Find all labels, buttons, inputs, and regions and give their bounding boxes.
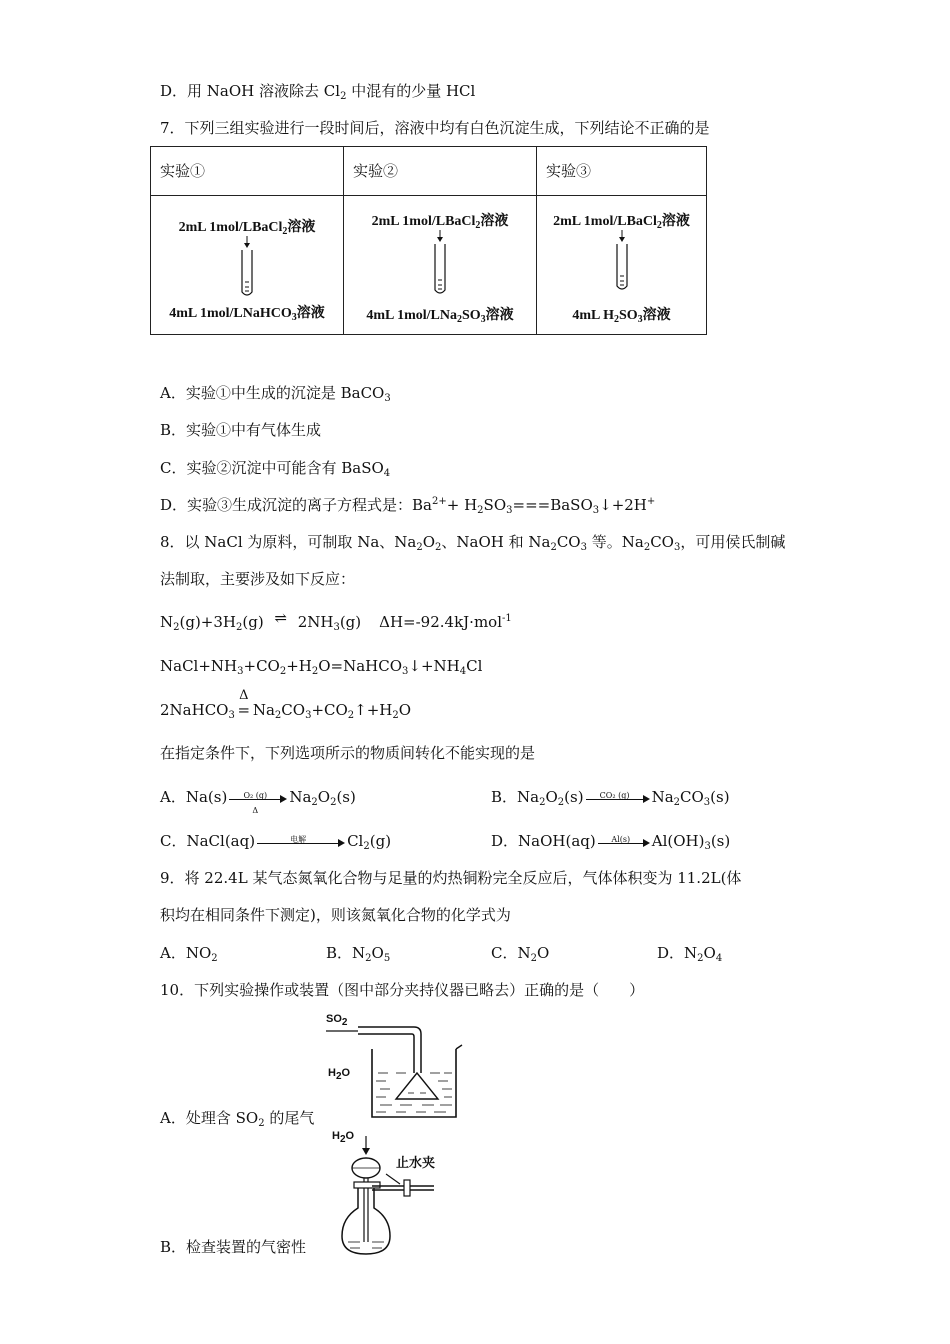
experiment-1-cell bbox=[151, 196, 344, 335]
q8-equation-1: $N_2(g)+3H_2(g)$ ⇌ $2NH_3(g)$ ΔH=-92.4kJ·mol$^{-1}$ bbox=[160, 609, 512, 633]
table-header-cell: 实验② bbox=[344, 147, 537, 196]
h2o-label: $H_2O$ bbox=[332, 1130, 355, 1145]
test-tube-icon bbox=[432, 230, 448, 304]
q8-option-b: B．$Na_2O_2(s)$ CO₂ (g) $Na_2CO_3(s)$ bbox=[491, 788, 730, 808]
reagent-bottom-label: 4mL 1mol/LNaHCO$_3$溶液 bbox=[169, 306, 325, 323]
reagent-bottom-label: 4mL $1mol/LNa_2SO_3$溶液 bbox=[366, 308, 514, 325]
table-header-cell: 实验① bbox=[151, 147, 344, 196]
q7-stem: 7．下列三组实验进行一段时间后，溶液中均有白色沉淀生成，下列结论不正确的是 bbox=[160, 119, 710, 137]
q9-option-a: A．$NO_2$ bbox=[160, 944, 218, 964]
clamp-label: 止水夹 bbox=[396, 1156, 436, 1171]
q8-equation-2: $NaCl+NH_3+CO_2+H_2O=NaHCO_3↓+NH_4Cl$ bbox=[160, 657, 483, 677]
reaction-arrow-icon: Al(s) bbox=[598, 835, 650, 849]
q8-equation-3: 2NaHCO$_3$ Δ = $Na_2CO_3+CO_2↑+H_2O$ bbox=[160, 688, 412, 721]
q10-stem: 10．下列实验操作或装置（图中部分夹持仪器已略去）正确的是（ ） bbox=[160, 981, 645, 999]
q9-option-d: D．$N_2O_4$ bbox=[657, 944, 723, 964]
experiment-3-cell bbox=[537, 196, 707, 335]
test-tube-icon bbox=[239, 236, 255, 306]
reagent-bottom-label: 4mL $H_2SO_3$溶液 bbox=[572, 308, 671, 325]
experiment-2-cell bbox=[344, 196, 537, 335]
q8-option-c: C．NaCl(aq) 电解 $Cl_2(g)$ bbox=[160, 832, 392, 852]
so2-absorption-apparatus bbox=[326, 1013, 466, 1123]
q7-option-c: C．实验②沉淀中可能含有 BaSO$_4$ bbox=[160, 459, 391, 479]
q7-option-d: D．实验③生成沉淀的离子方程式是：$Ba^{2+}+$ $H_2SO_3===BaSO_3↓+2H^+$ bbox=[160, 496, 656, 516]
q8-option-d: D．NaOH(aq) Al(s) $Al(OH)_3(s)$ bbox=[491, 832, 731, 852]
q9-option-b: B．$N_2O_5$ bbox=[326, 944, 391, 964]
table-header-cell: 实验③ bbox=[537, 147, 707, 196]
heat-equals-icon: Δ = bbox=[237, 688, 251, 719]
equilibrium-arrow-icon: ⇌ bbox=[274, 609, 287, 627]
q10-option-b: B．检查装置的气密性 bbox=[160, 1238, 307, 1256]
reaction-arrow-icon: CO₂ (g) bbox=[586, 791, 650, 805]
reaction-arrow-icon: 电解 bbox=[257, 835, 345, 849]
reagent-top-label: 2mL 1mol/LBaCl$_2$溶液 bbox=[178, 220, 316, 237]
h2o-label: $H_2O$ bbox=[328, 1067, 351, 1082]
q9-stem-line1: 9．将 22.4L 某气态氮氧化合物与足量的灼热铜粉完全反应后，气体体积变为 11.2L(体 bbox=[160, 869, 742, 887]
reaction-arrow-icon: $\frac{\text{O₂ (g)}}{\Delta}$ bbox=[229, 791, 287, 805]
q7-option-a: A．实验①中生成的沉淀是 BaCO$_3$ bbox=[160, 384, 391, 404]
q9-stem-line2: 积均在相同条件下测定)，则该氮氧化合物的化学式为 bbox=[160, 906, 511, 924]
airtightness-apparatus bbox=[326, 1130, 466, 1262]
test-tube-icon bbox=[614, 230, 630, 300]
q8-option-a: A．Na(s) $\frac{\text{O₂ (g)}}{\Delta}$ $Na_2O_2(s)$ bbox=[160, 788, 356, 815]
q8-stem-line1: 8．以 NaCl 为原料，可制取 Na、$Na_2O_2$、NaOH 和 $Na_2CO_3$ 等。$Na_2CO_3$，可用侯氏制碱 bbox=[160, 533, 786, 553]
q7-option-b: B．实验①中有气体生成 bbox=[160, 421, 322, 439]
q8-prompt: 在指定条件下，下列选项所示的物质间转化不能实现的是 bbox=[160, 744, 536, 762]
q10-option-a: A．处理含 $SO_2$ 的尾气 bbox=[160, 1109, 315, 1129]
q9-option-c: C．$N_2O$ bbox=[491, 944, 550, 964]
so2-label: $SO_2$ bbox=[326, 1013, 348, 1028]
reagent-top-label: 2mL 1mol/LBaCl$_2$溶液 bbox=[553, 214, 690, 231]
experiment-table bbox=[150, 146, 707, 335]
q6-option-d: D．用 NaOH 溶液除去 $Cl_2$ 中混有的少量 HCl bbox=[160, 82, 476, 102]
reagent-top-label: 2mL 1mol/LBaCl$_2$溶液 bbox=[371, 214, 509, 231]
q8-stem-line2: 法制取，主要涉及如下反应： bbox=[160, 570, 356, 588]
